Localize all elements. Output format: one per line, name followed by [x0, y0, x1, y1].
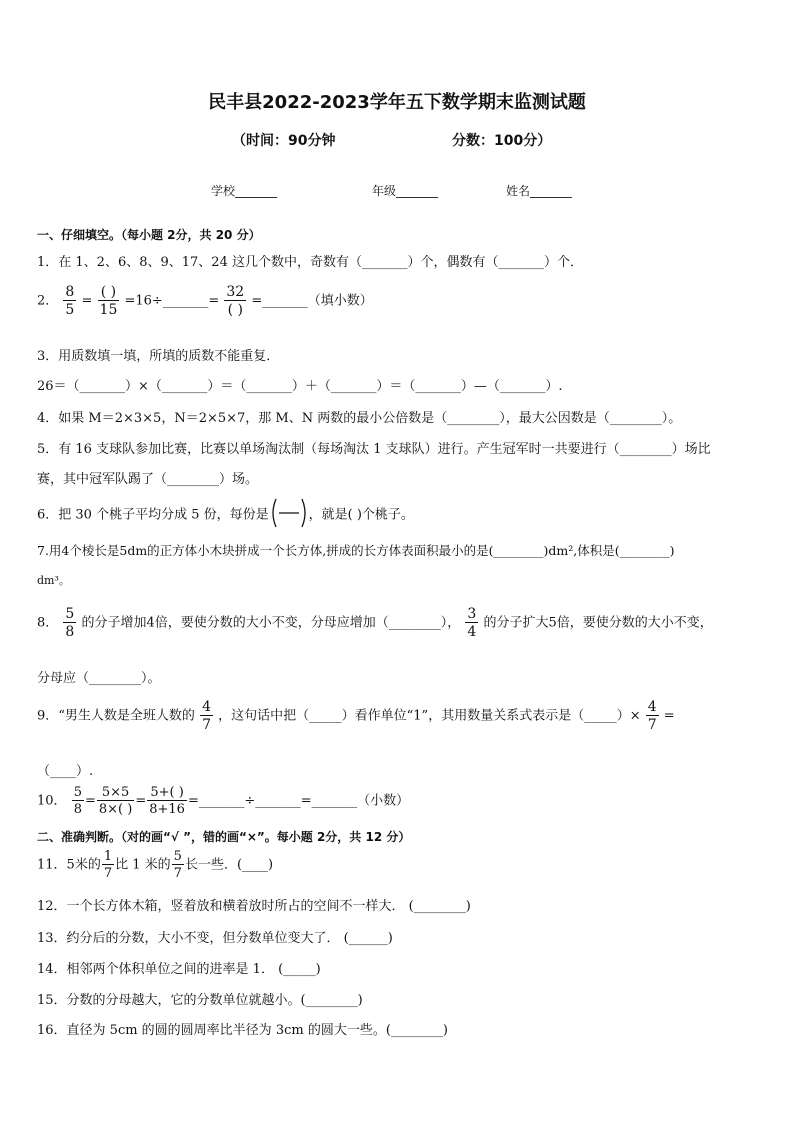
fraction: $\frac{5}{8}$ [65, 606, 75, 640]
question-8 [37, 607, 713, 639]
question-text: 比 1 米的 [115, 857, 171, 873]
exam-title: 民丰县2022-2023学年五下数学期末监测试题 [208, 92, 586, 113]
fraction: $\frac{5}{8}$ [73, 785, 82, 817]
fraction: $\frac{4}{7}$ [647, 699, 657, 733]
question-5-line2: 赛，其中冠军队踢了（________）场。 [37, 472, 259, 487]
fraction: $\frac{4}{7}$ [202, 699, 211, 733]
question-9 [37, 700, 675, 732]
question-6 [37, 497, 414, 529]
grade-field: 年级_______ [372, 184, 439, 198]
exam-time: （时间：90分钟 [232, 133, 336, 149]
question-text: 的分子扩大5倍，要使分数的大小不变， [483, 615, 713, 631]
fraction: $\frac{8}{5}$ [65, 284, 75, 318]
question-text: 9．“男生人数是全班人数的 [37, 708, 195, 724]
question-number: 2． [37, 293, 59, 309]
equals-sign: = [663, 708, 675, 724]
question-2 [37, 285, 373, 317]
question-3-prompt: 3．用质数填一填，所填的质数不能重复． [37, 349, 280, 364]
question-14: 14．相邻两个体积单位之间的进率是 1． (_____) [37, 962, 321, 977]
question-3-equation: 26＝（_______）×（_______）＝（_______）＋（_______）＝（_______）—（_______）. [37, 379, 563, 394]
question-4: 4．如果 M＝2×3×5，N＝2×5×7，那 M、N 两数的最小公倍数是（________），最大公因数是（________）。 [37, 411, 682, 426]
question-text: =_______（填小数） [251, 293, 373, 309]
question-7-line2: dm³。 [37, 574, 70, 587]
question-text: ，这句话中把（_____）看作单位“1”，其用数量关系式表示是（_____）× [218, 708, 641, 724]
question-number: 8． [37, 615, 59, 631]
question-1: 1．在 1、2、6、8、9、17、24 这几个数中，奇数有（_______）个，偶数有（_______）个． [37, 255, 583, 270]
question-number: 10． [37, 793, 67, 809]
question-15: 15．分数的分母越大，它的分数单位就越小。(________) [37, 993, 363, 1008]
question-13: 13．约分后的分数，大小不变，但分数单位变大了． (______) [37, 931, 393, 946]
section1-heading: 一、仔细填空。（每小题 2分，共 20 分） [37, 228, 261, 242]
question-16: 16．直径为 5cm 的圆的圆周率比半径为 3cm 的圆大一些。(________) [37, 1023, 448, 1038]
question-11 [37, 850, 273, 880]
exam-score: 分数：100分） [452, 133, 552, 149]
question-text: =_______÷_______=_______（小数） [187, 793, 410, 809]
section2-heading: 二、准确判断。（对的画“√ ”，错的画“×”。每小题 2分，共 12 分） [37, 830, 411, 844]
school-field: 学校_______ [211, 184, 278, 198]
fraction: $\frac{1}{7}$ [103, 849, 113, 881]
question-8-line2: 分母应（________）。 [37, 671, 161, 686]
question-text: 11．5米的 [37, 857, 101, 873]
fraction: $\frac{5}{7}$ [173, 849, 182, 881]
blank-fraction-box [269, 497, 309, 529]
question-text: =16÷_______= [124, 293, 220, 309]
question-text: ，就是( )个桃子。 [308, 507, 414, 523]
question-text: 的分子增加4倍，要使分数的大小不变，分母应增加（________）， [81, 615, 461, 631]
equals-sign: = [81, 293, 93, 309]
question-12: 12．一个长方体木箱，竖着放和横着放时所占的空间不一样大． (________) [37, 899, 471, 914]
question-7-line1: 7.用4个棱长是5dm的正方体小木块拼成一个长方体,拼成的长方体表面积最小的是(________)dm²,体积是(________) [37, 543, 675, 558]
fraction: $\frac{5+( )}{8+16}$ [149, 785, 185, 817]
fraction: $\frac{( )}{15}$ [99, 284, 118, 318]
question-10: 10． $\frac{5}{8}$ = $\frac{5\times 5}{8\times( )}$ = $\frac{5+( )}{8+16}$ =_______÷_______=_______（小数） [37, 785, 410, 817]
fraction: $\frac{3}{4}$ [467, 606, 477, 640]
name-field: 姓名_______ [506, 184, 573, 198]
fraction: $\frac{32}{( )}$ [226, 284, 245, 318]
question-text: 长一些．(____) [184, 857, 274, 873]
fraction: $\frac{5\times 5}{8\times( )}$ [98, 785, 133, 817]
question-text: 6．把 30 个桃子平均分成 5 份，每份是 [37, 507, 269, 523]
question-9-line2: （____）. [37, 764, 94, 779]
question-5-line1: 5．有 16 支球队参加比赛，比赛以单场淘汰制（每场淘汰 1 支球队）进行。产生冠军时一共要进行（________）场比 [37, 442, 711, 457]
